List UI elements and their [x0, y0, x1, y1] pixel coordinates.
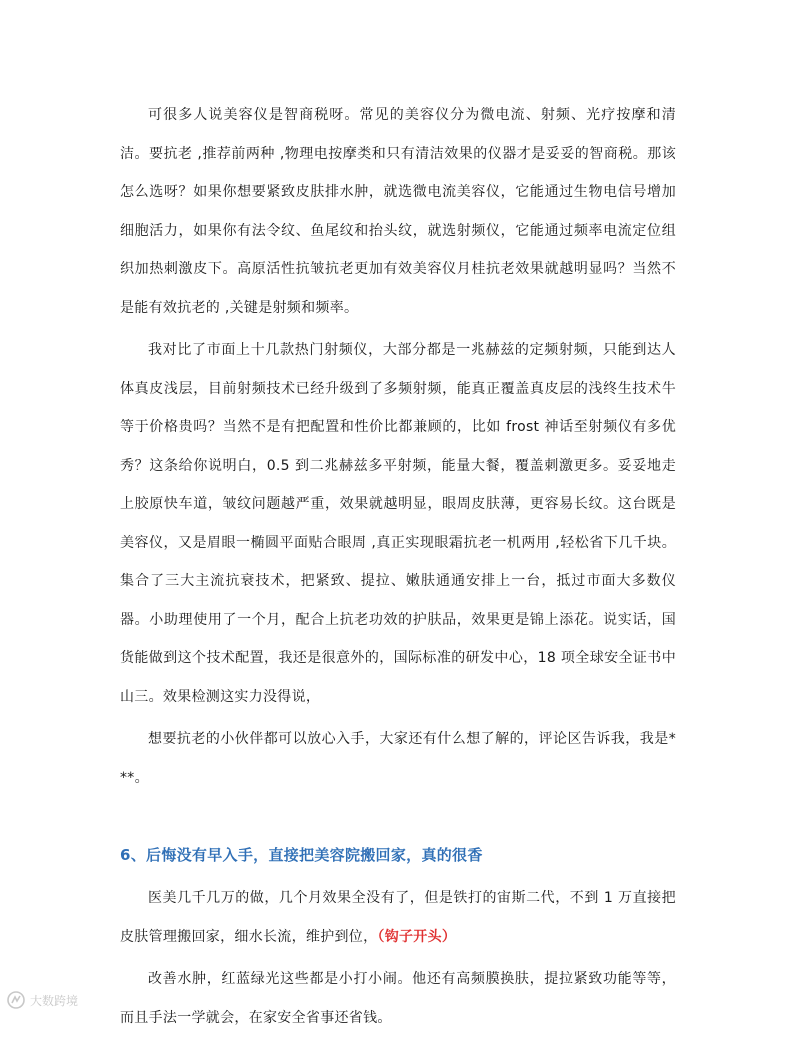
- paragraph-section-1-text: 医美几千几万的做，几个月效果全没有了，但是铁打的宙斯二代，不到 1 万直接把皮肤管理搬回家，细水长流，维护到位，: [120, 890, 676, 945]
- paragraph-section-1: [120, 879, 676, 956]
- paragraph-call-to-action: 想要抗老的小伙伴都可以放心入手，大家还有什么想了解的，评论区告诉我，我是***。: [120, 731, 676, 786]
- watermark-text: 大数跨境: [30, 993, 79, 1008]
- watermark: [6, 990, 78, 1010]
- watermark-logo-icon: [6, 990, 26, 1010]
- paragraph-intro: 可很多人说美容仪是智商税呀。常见的美容仪分为微电流、射频、光疗按摩和清洁。要抗老 ,推荐前两种 ,物理电按摩类和只有清洁效果的仪器才是妥妥的智商税。那该怎么选呀？如果你想要紧致皮肤排水肿，就选微电流美容仪，它能通过生物电信号增加细胞活力，如果你有法令纹、鱼尾纹和抬头纹，就选射频仪，它能通过频率电流定位组织加热刺激皮下。高原活性抗皱抗老更加有效美容仪月桂抗老效果就越明显吗？当然不是能有效抗老的 ,关键是射频和频率。: [120, 107, 676, 316]
- paragraph-comparison: 我对比了市面上十几款热门射频仪，大部分都是一兆赫兹的定频射频，只能到达人体真皮浅层，目前射频技术已经升级到了多频射频，能真正覆盖真皮层的浅终生技术牛等于价格贵吗？当然不是有把配置和性价比都兼顾的，比如 frost 神话至射频仪有多优秀？这条给你说明白，0.5 到二兆赫兹多平射频，能量大餐，覆盖刺激更多。妥妥地走上胶原快车道，皱纹问题越严重，效果就越明显，眼周皮肤薄，更容易长纹。这台既是美容仪，又是眉眼一椭圆平面贴合眼周 ,真正实现眼霜抗老一机两用 ,轻松省下几千块。集合了三大主流抗衰技术，把紧致、提拉、嫩肤通通安排上一台，抵过市面大多数仪器。小助理使用了一个月，配合上抗老功效的护肤品，效果更是锦上添花。说实话，国货能做到这个技术配置，我还是很意外的，国际标准的研发中心，18 项全球安全证书中山三。效果检测这实力没得说，: [120, 342, 676, 705]
- section-heading: 6、后悔没有早入手，直接把美容院搬回家，真的很香: [120, 846, 483, 864]
- document-page: [120, 96, 676, 1037]
- paragraph-section-2: 改善水肿，红蓝绿光这些都是小打小闹。他还有高频膜换肤，提拉紧致功能等等，而且手法一学就会，在家安全省事还省钱。: [120, 971, 676, 1026]
- hook-label: （钩子开头）: [377, 928, 457, 945]
